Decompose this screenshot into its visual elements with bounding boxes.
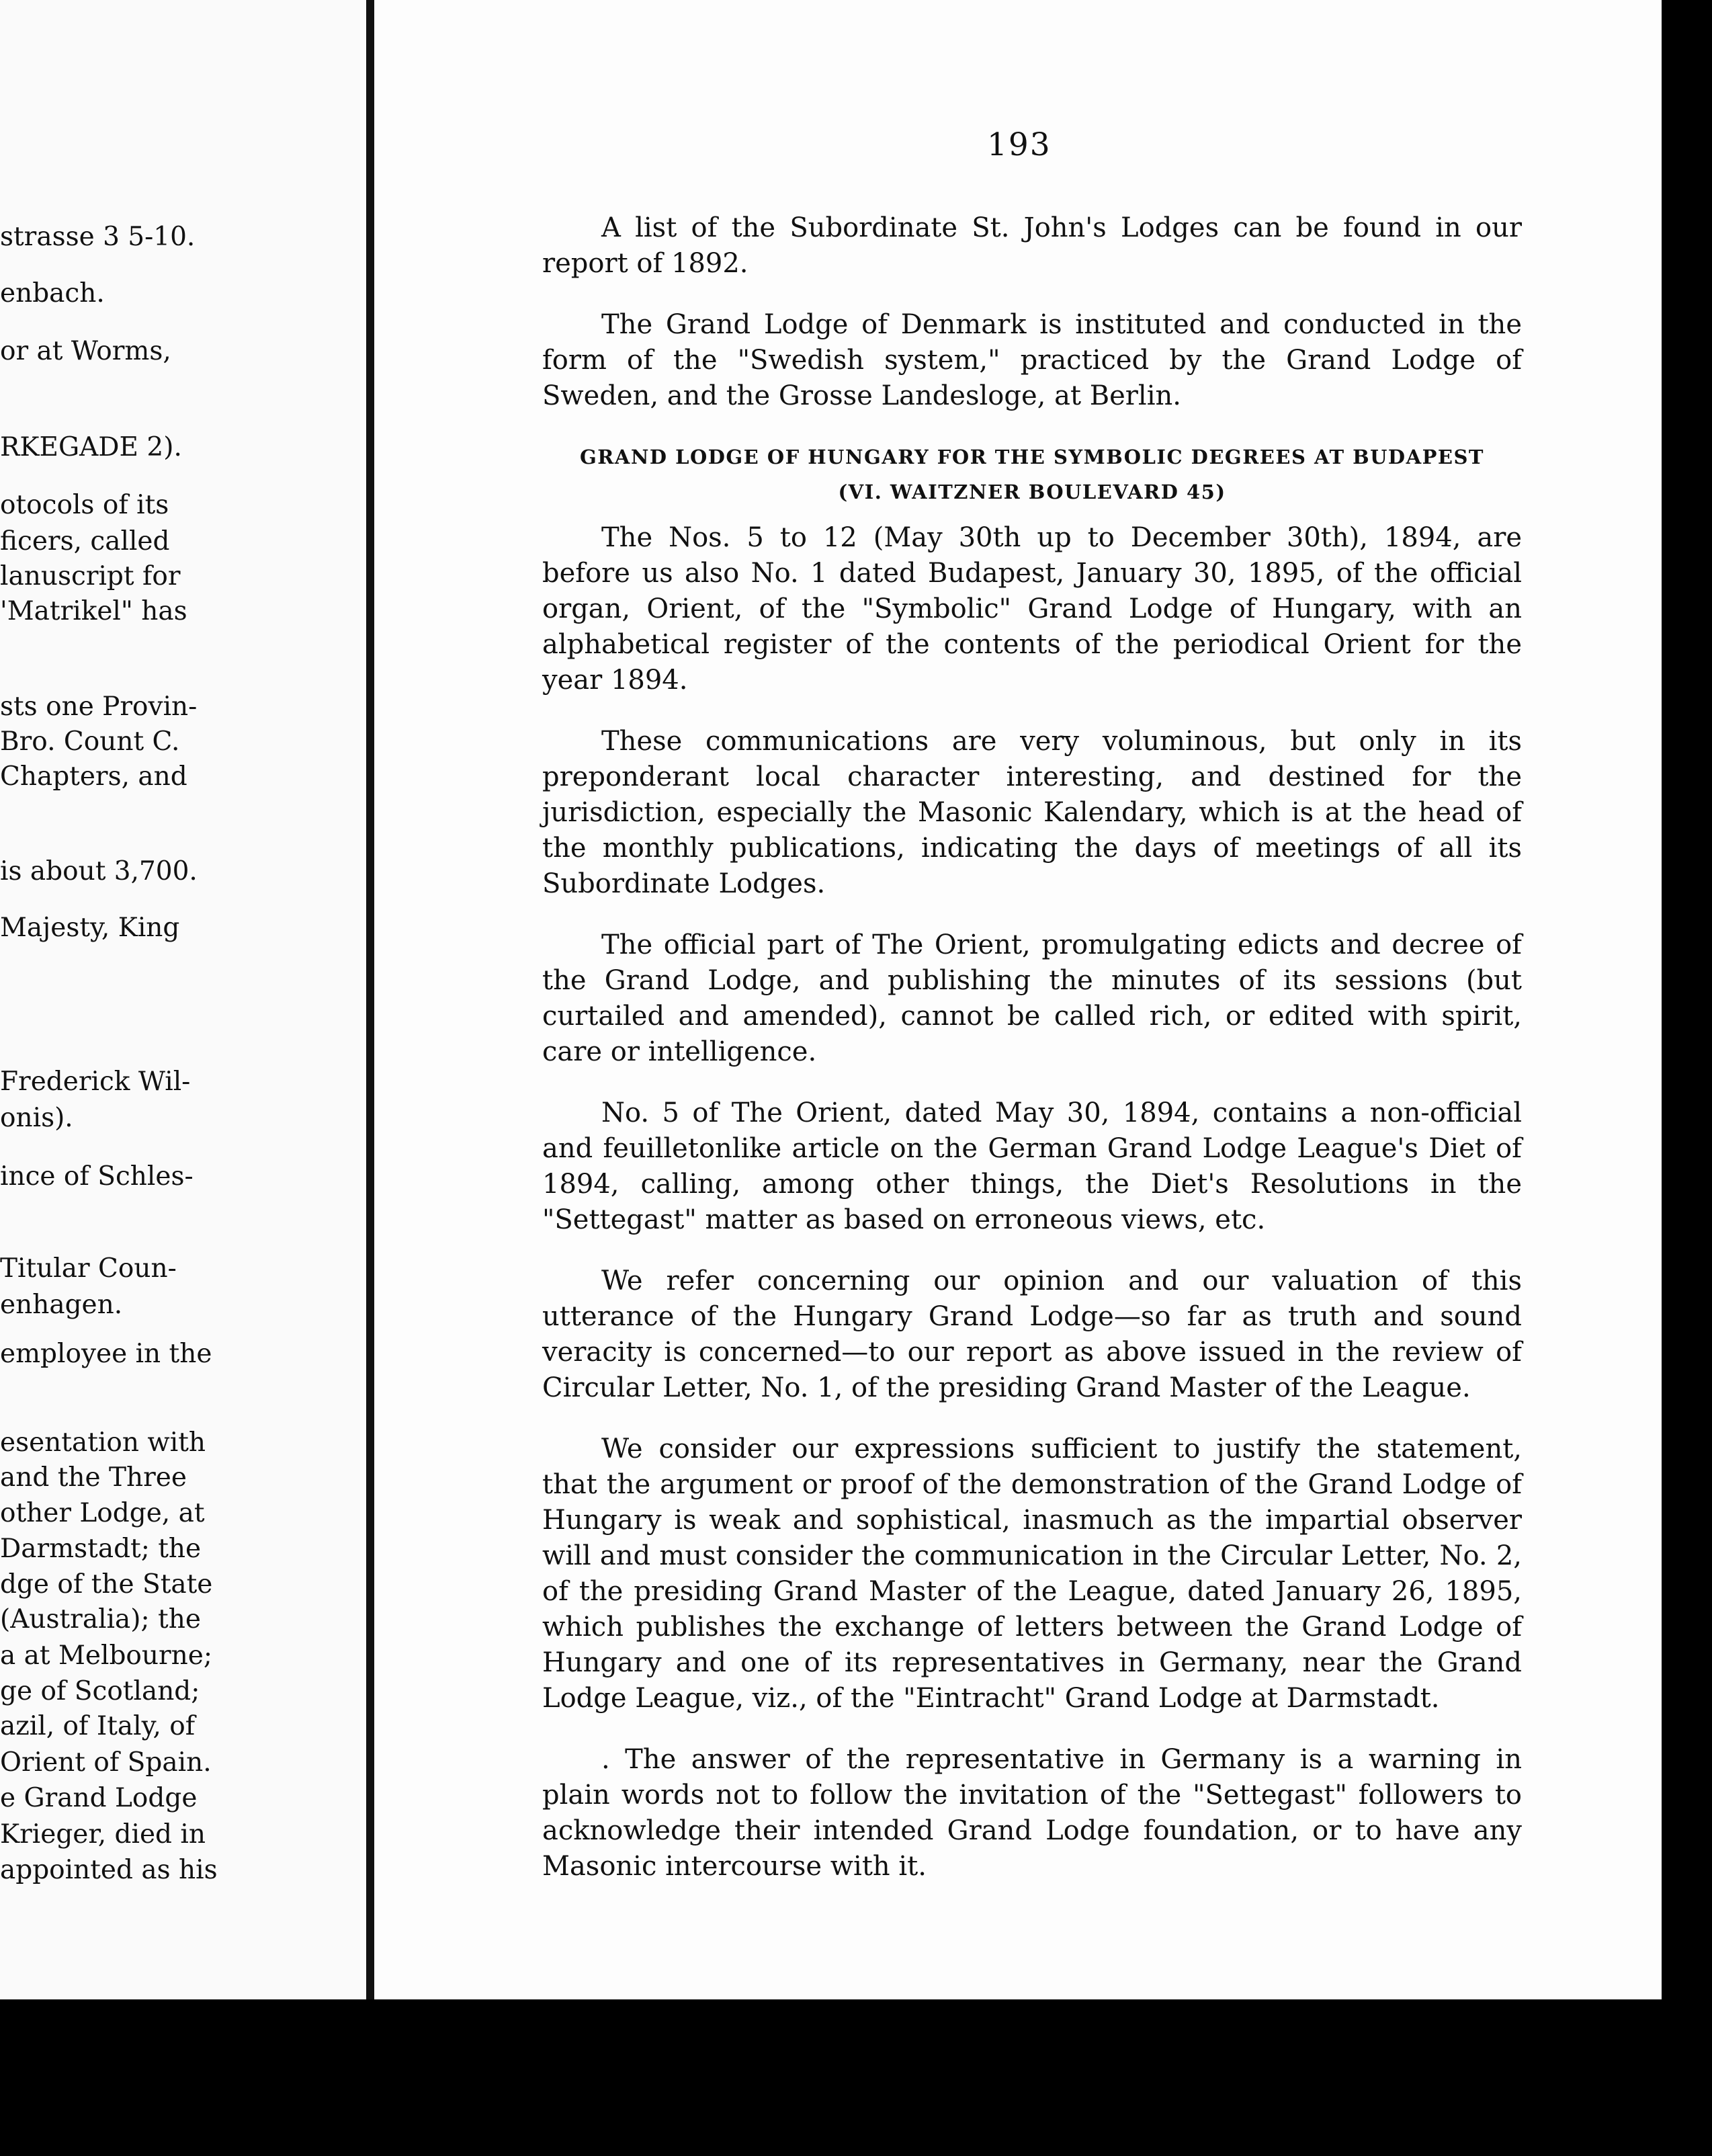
left-line: azil, of Italy, of (0, 1711, 196, 1741)
left-line: e Grand Lodge (0, 1783, 198, 1813)
left-line: RKEGADE 2). (0, 432, 182, 462)
page-number: 193 (987, 126, 1052, 163)
left-line: Orient of Spain. (0, 1747, 212, 1778)
paragraph: The official part of The Orient, promulgating edicts and decree of the Grand Lodge, and publishing the minutes of its sessions (but curtailed and amended), cannot be called rich, or edited with spirit, care or intelligence. (542, 929, 1522, 1067)
paragraph: A list of the Subordinate St. John's Lodges can be found in our report of 1892. (542, 212, 1522, 279)
left-line: otocols of its (0, 490, 169, 520)
paragraph: We consider our expressions sufficient to justify the statement, that the argument or proof of the demonstration of the Grand Lodge of Hungary is weak and sophistical, inasmuch as the impartial observer will and must consider the communication in the Circular Letter, No. 2, of the presiding Grand Master of the League, dated January 26, 1895, which publishes the exchange of letters between the Grand Lodge of Hungary and one of its representatives in Germany, near the Grand Lodge League, viz., of the "Eintracht" Grand Lodge at Darmstadt. (542, 1434, 1522, 1714)
left-line: sts one Provin- (0, 692, 198, 722)
paragraph: These communications are very voluminous, but only in its preponderant local character interesting, and destined for the jurisdiction, especially the Masonic Kalendary, which is at the head of the monthly publications, indicating the days of meetings of all its Subordinate Lodges. (542, 726, 1522, 899)
left-line: appointed as his (0, 1855, 218, 1885)
paragraph: No. 5 of The Orient, dated May 30, 1894, contains a non-official and feuilletonlike article on the German Grand Lodge League's Diet of 1894, calling, among other things, the Diet's Resolutions in the "Settegast" matter as based on erroneous views, etc. (542, 1097, 1522, 1235)
left-line: ficers, called (0, 526, 170, 556)
left-line: strasse 3 5-10. (0, 222, 196, 252)
left-line: esentation with (0, 1427, 206, 1458)
left-page-fragment (0, 0, 366, 1999)
page-edge-shadow (1662, 0, 1712, 1999)
left-line: other Lodge, at (0, 1498, 205, 1528)
left-line: dge of the State (0, 1569, 213, 1600)
book-gutter (366, 0, 374, 1999)
left-line: enhagen. (0, 1290, 123, 1320)
left-line: or at Worms, (0, 336, 171, 366)
left-line: Darmstadt; the (0, 1534, 202, 1564)
paragraph: The Grand Lodge of Denmark is instituted and conducted in the form of the "Swedish system," practiced by the Grand Lodge of Sweden, and the Grosse Landesloge, at Berlin. (542, 309, 1522, 411)
section-heading (542, 440, 1522, 509)
left-line: enbach. (0, 278, 105, 308)
left-line: Frederick Wil- (0, 1067, 191, 1097)
paragraph: The Nos. 5 to 12 (May 30th up to December 30th), 1894, are before us also No. 1 dated Budapest, January 30, 1895, of the official organ, Orient, of the "Symbolic" Grand Lodge of Hungary, with an alphabetical register of the contents of the periodical Orient for the year 1894. (542, 522, 1522, 696)
paragraph: We refer concerning our opinion and our valuation of this utterance of the Hungary Grand Lodge—so far as truth and sound veracity is concerned—to our report as above issued in the review of Circular Letter, No. 1, of the presiding Grand Master of the League. (542, 1266, 1522, 1403)
left-line: Chapters, and (0, 761, 187, 792)
left-line: ince of Schles- (0, 1161, 194, 1192)
left-line: Titular Coun- (0, 1253, 177, 1284)
left-line: ge of Scotland; (0, 1676, 200, 1706)
left-line: Bro. Count C. (0, 727, 180, 757)
left-line: Krieger, died in (0, 1819, 206, 1850)
left-line: onis). (0, 1103, 73, 1133)
left-line: and the Three (0, 1462, 187, 1493)
left-line: is about 3,700. (0, 856, 198, 886)
left-line: lanuscript for (0, 561, 181, 591)
left-line: (Australia); the (0, 1604, 201, 1634)
section-heading-line: GRAND LODGE OF HUNGARY FOR THE SYMBOLIC DEGREES AT BUDAPEST (579, 446, 1485, 468)
paragraph: . The answer of the representative in Germany is a warning in plain words not to follow the invitation of the "Settegast" followers to acknowledge their intended Grand Lodge foundation, or to have any Masonic intercourse with it. (542, 1744, 1522, 1882)
page-body (542, 210, 1522, 1910)
section-heading-line: (VI. WAITZNER BOULEVARD 45) (838, 481, 1226, 503)
left-line: Majesty, King (0, 913, 180, 943)
left-line: a at Melbourne; (0, 1641, 212, 1671)
left-line: 'Matrikel" has (0, 596, 187, 626)
left-line: employee in the (0, 1339, 212, 1369)
